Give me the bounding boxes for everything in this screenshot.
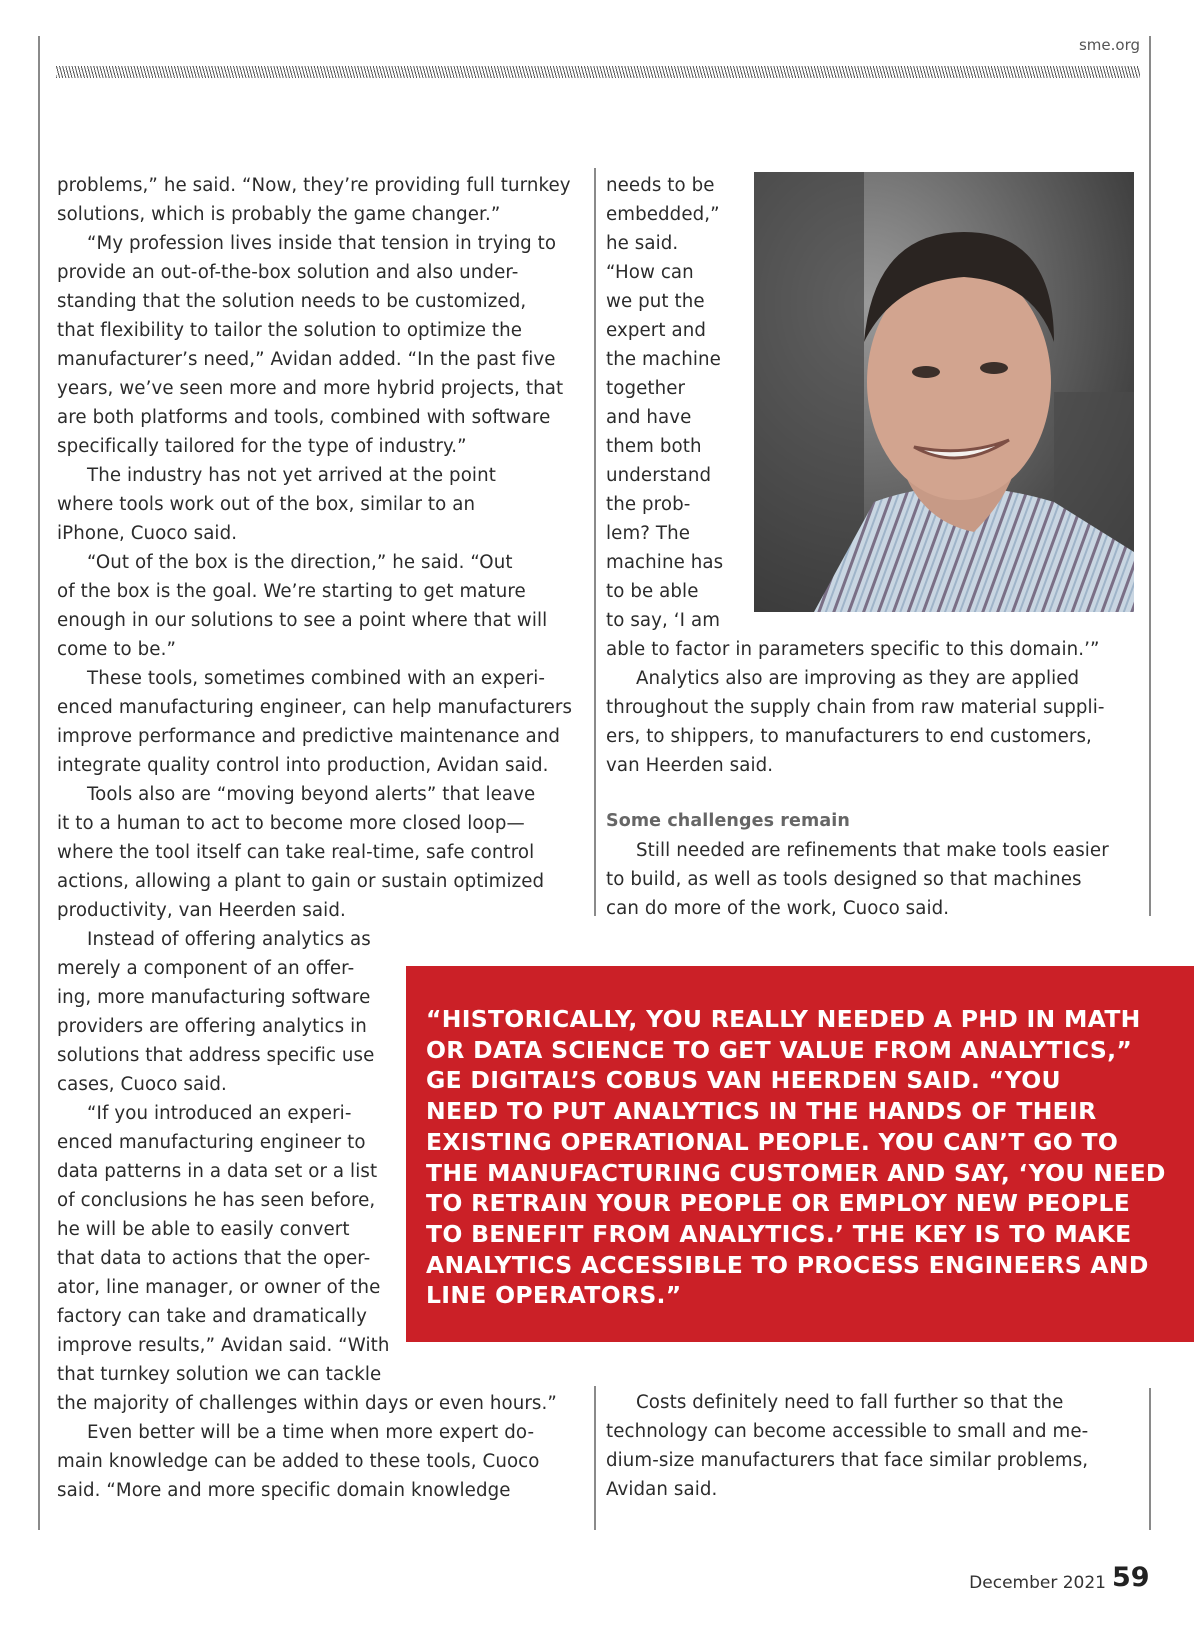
paragraph	[606, 1388, 1146, 1504]
text-line: van Heerden said.	[606, 755, 774, 776]
text-line: he said.	[606, 233, 679, 254]
text-line: standing that the solution needs to be customized,	[57, 291, 527, 312]
text-line: it to a human to act to become more closed loop—	[57, 813, 525, 834]
text-line: that turnkey solution we can tackle	[57, 1364, 382, 1385]
text-line: Even better will be a time when more expert do-	[87, 1422, 535, 1443]
text-line: lem? The	[606, 523, 691, 544]
text-line: “Out of the box is the direction,” he said. “Out	[87, 552, 513, 573]
text-line: we put the	[606, 291, 705, 312]
text-line: ing, more manufacturing software	[57, 987, 371, 1008]
portrait-photo	[754, 172, 1134, 612]
text-line: improve results,” Avidan said. “With	[57, 1335, 390, 1356]
pull-quote-line: EXISTING OPERATIONAL PEOPLE. YOU CAN’T GO TO	[426, 1127, 1119, 1156]
text-line: can do more of the work, Cuoco said.	[606, 898, 950, 919]
paragraph	[606, 664, 1146, 780]
text-line: said. “More and more specific domain knowledge	[57, 1480, 511, 1501]
text-line: ers, to shippers, to manufacturers to end customers,	[606, 726, 1092, 747]
text-line: the majority of challenges within days or even hours.”	[57, 1393, 557, 1414]
text-line: factory can take and dramatically	[57, 1306, 367, 1327]
text-line: cases, Cuoco said.	[57, 1074, 227, 1095]
text-line: Analytics also are improving as they are applied	[636, 668, 1080, 689]
text-line: machine has	[606, 552, 724, 573]
pull-quote-line: THE MANUFACTURING CUSTOMER AND SAY, ‘YOU NEED	[426, 1158, 1166, 1187]
text-line: “My profession lives inside that tension in trying to	[87, 233, 557, 254]
text-line: of the box is the goal. We’re starting to get mature	[57, 581, 526, 602]
pull-quote-line: TO RETRAIN YOUR PEOPLE OR EMPLOY NEW PEOPLE	[426, 1189, 1131, 1218]
header-hatch-rule	[56, 66, 1140, 78]
right-margin-rule-bottom	[1149, 1388, 1151, 1530]
text-line: the prob-	[606, 494, 691, 515]
text-line: problems,” he said. “Now, they’re providing full turnkey	[57, 175, 571, 196]
text-line: integrate quality control into production, Avidan said.	[57, 755, 549, 776]
paragraph	[57, 229, 597, 461]
paragraph	[57, 780, 597, 925]
paragraph	[57, 1418, 597, 1505]
text-line: specifically tailored for the type of industry.”	[57, 436, 467, 457]
text-line: to be able	[606, 581, 699, 602]
pull-quote-line: LINE OPERATORS.”	[426, 1281, 682, 1310]
site-url: sme.org	[1078, 36, 1140, 54]
text-line: are both platforms and tools, combined with software	[57, 407, 551, 428]
pull-quote-line: TO BENEFIT FROM ANALYTICS.’ THE KEY IS TO MAKE	[426, 1219, 1132, 1248]
left-margin-rule	[38, 36, 40, 1530]
text-line: Avidan said.	[606, 1479, 718, 1500]
text-line: “If you introduced an experi-	[87, 1103, 352, 1124]
text-line: Tools also are “moving beyond alerts” that leave	[87, 784, 536, 805]
text-line: solutions, which is probably the game changer.”	[57, 204, 501, 225]
paragraph	[57, 461, 597, 548]
paragraph	[57, 171, 597, 229]
text-line: the machine	[606, 349, 721, 370]
page-number: 59	[1112, 1562, 1150, 1593]
pull-quote-line: GE DIGITAL’S COBUS VAN HEERDEN SAID. “YOU	[426, 1066, 1061, 1095]
text-line: iPhone, Cuoco said.	[57, 523, 238, 544]
text-line: solutions that address specific use	[57, 1045, 375, 1066]
text-line: to say, ‘I am	[606, 610, 721, 631]
bottom-right-column	[606, 1388, 1146, 1504]
text-line: dium-size manufacturers that face similar problems,	[606, 1450, 1089, 1471]
pull-quote-line: “HISTORICALLY, YOU REALLY NEEDED A PHD IN MATH	[426, 1005, 1141, 1033]
text-line: “How can	[606, 262, 694, 283]
text-line: data patterns in a data set or a list	[57, 1161, 378, 1182]
text-line: improve performance and predictive maintenance and	[57, 726, 560, 747]
text-line: to build, as well as tools designed so that machines	[606, 869, 1082, 890]
text-line: The industry has not yet arrived at the point	[87, 465, 496, 486]
text-line: enced manufacturing engineer, can help manufacturers	[57, 697, 573, 718]
text-line: where the tool itself can take real-time, safe control	[57, 842, 535, 863]
paragraph	[57, 664, 597, 780]
paragraph	[57, 548, 597, 664]
text-line: main knowledge can be added to these tools, Cuoco	[57, 1451, 540, 1472]
text-line: understand	[606, 465, 712, 486]
right-margin-rule-top	[1149, 36, 1151, 916]
text-line: of conclusions he has seen before,	[57, 1190, 376, 1211]
text-line: them both	[606, 436, 702, 457]
text-line: embedded,”	[606, 204, 720, 225]
text-line: he will be able to easily convert	[57, 1219, 350, 1240]
text-line: manufacturer’s need,” Avidan added. “In the past five	[57, 349, 556, 370]
text-line: technology can become accessible to small and me-	[606, 1421, 1089, 1442]
text-line: merely a component of an offer-	[57, 958, 355, 979]
text-line: Still needed are refinements that make tools easier	[636, 840, 1109, 861]
text-line: come to be.”	[57, 639, 176, 660]
text-line: years, we’ve seen more and more hybrid projects, that	[57, 378, 564, 399]
text-line: where tools work out of the box, similar to an	[57, 494, 476, 515]
text-line: provide an out-of-the-box solution and also under-	[57, 262, 519, 283]
section-heading: Some challenges remain	[606, 811, 850, 831]
pull-quote-line: NEED TO PUT ANALYTICS IN THE HANDS OF THEIR	[426, 1097, 1097, 1126]
text-line: needs to be	[606, 175, 715, 196]
text-line: throughout the supply chain from raw material suppli-	[606, 697, 1105, 718]
text-line: expert and	[606, 320, 706, 341]
issue-date: December 2021	[969, 1573, 1106, 1593]
text-line: enced manufacturing engineer to	[57, 1132, 366, 1153]
text-line: and have	[606, 407, 692, 428]
text-line: productivity, van Heerden said.	[57, 900, 346, 921]
text-line: ator, line manager, or owner of the	[57, 1277, 381, 1298]
text-line: that flexibility to tailor the solution to optimize the	[57, 320, 523, 341]
text-line: together	[606, 378, 686, 399]
text-line: able to factor in parameters specific to this domain.’”	[606, 639, 1100, 660]
text-line: providers are offering analytics in	[57, 1016, 367, 1037]
text-line: Costs definitely need to fall further so that the	[636, 1392, 1064, 1413]
text-line: that data to actions that the oper-	[57, 1248, 371, 1269]
text-line: enough in our solutions to see a point where that will	[57, 610, 548, 631]
pull-quote-text	[426, 1004, 1186, 1311]
text-line: Instead of offering analytics as	[87, 929, 371, 950]
pull-quote-line: OR DATA SCIENCE TO GET VALUE FROM ANALYTICS,”	[426, 1035, 1133, 1064]
text-line: These tools, sometimes combined with an experi-	[87, 668, 546, 689]
right-column-after-heading	[606, 807, 1146, 923]
paragraph	[606, 836, 1146, 923]
portrait-illustration	[754, 172, 1134, 612]
text-line: actions, allowing a plant to gain or sustain optimized	[57, 871, 545, 892]
pull-quote-line: ANALYTICS ACCESSIBLE TO PROCESS ENGINEERS AND	[426, 1250, 1149, 1279]
